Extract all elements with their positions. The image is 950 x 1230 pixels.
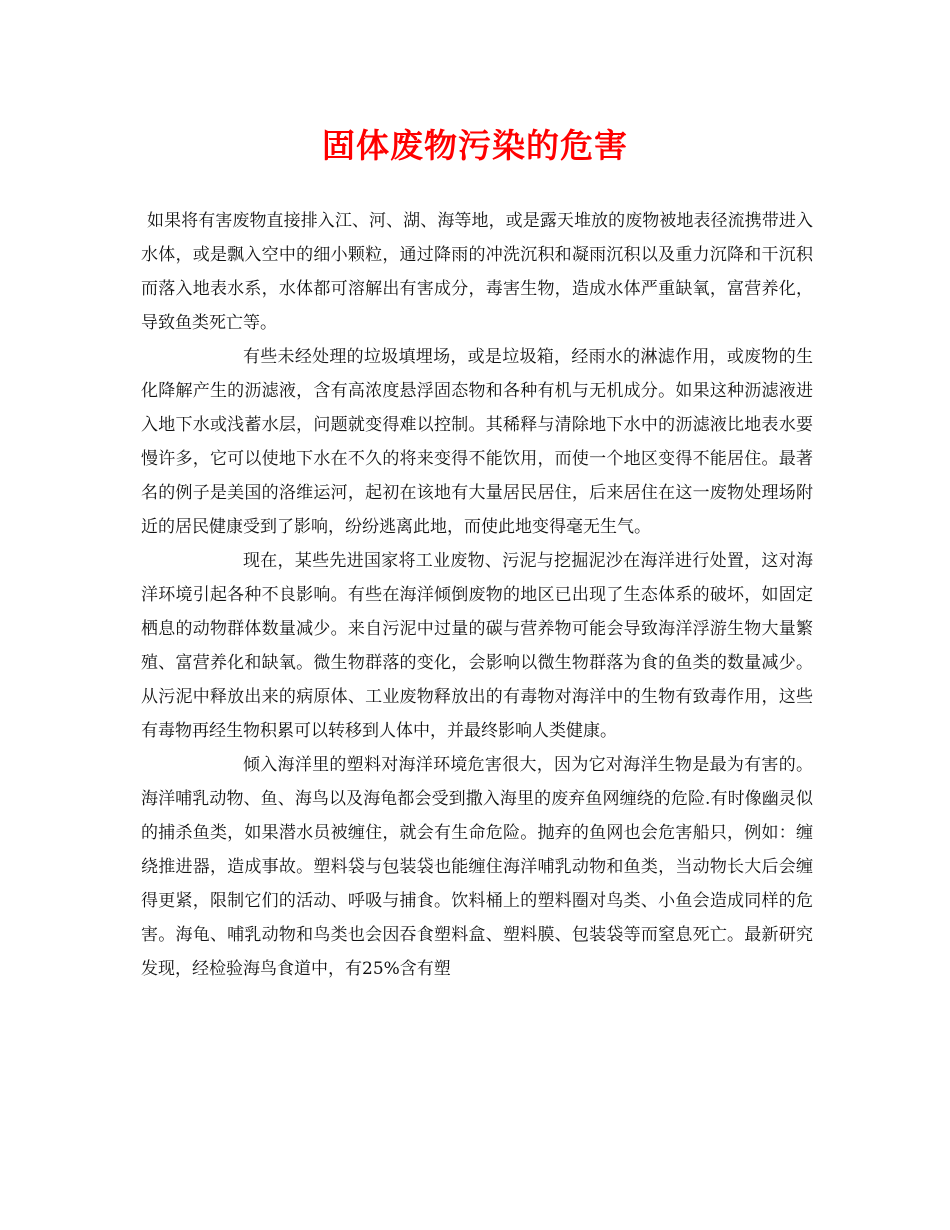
paragraph-4: 倾入海洋里的塑料对海洋环境危害很大，因为它对海洋生物是最为有害的。海洋哺乳动物、鱼、海鸟以及海龟都会受到撒入海里的废弃鱼网缠绕的危险.有时像幽灵似的捕杀鱼类，如果潜水员被缠住，就会有生命危险。抛弃的鱼网也会危害船只，例如：缠绕推进器，造成事故。塑料袋与包装袋也能缠住海洋哺乳动物和鱼类，当动物长大后会缠得更紧，限制它们的活动、呼吸与捕食。饮料桶上的塑料圈对鸟类、小鱼会造成同样的危害。海龟、哺乳动物和鸟类也会因吞食塑料盒、塑料膜、包装袋等而窒息死亡。最新研究发现，经检验海鸟食道中，有25%含有塑 <box>141 755 813 979</box>
document-body <box>141 204 813 986</box>
paragraph-2: 有些未经处理的垃圾填埋场，或是垃圾箱，经雨水的淋滤作用，或废物的生化降解产生的沥滤液，含有高浓度悬浮固态物和各种有机与无机成分。如果这种沥滤液进入地下水或浅蓄水层，问题就变得难以控制。其稀释与清除地下水中的沥滤液比地表水要慢许多，它可以使地下水在不久的将来变得不能饮用，而使一个地区变得不能居住。最著名的例子是美国的洛维运河，起初在该地有大量居民居住，后来居住在这一废物处理场附近的居民健康受到了影响，纷纷逃离此地，而使此地变得毫无生气。 <box>141 347 813 537</box>
paragraph-3: 现在，某些先进国家将工业废物、污泥与挖掘泥沙在海洋进行处置，这对海洋环境引起各种不良影响。有些在海洋倾倒废物的地区已出现了生态体系的破坏，如固定栖息的动物群体数量减少。来自污泥中过量的碳与营养物可能会导致海洋浮游生物大量繁殖、富营养化和缺氧。微生物群落的变化，会影响以微生物群落为食的鱼类的数量减少。从污泥中释放出来的病原体、工业废物释放出的有毒物对海洋中的生物有致毒作用，这些有毒物再经生物积累可以转移到人体中，并最终影响人类健康。 <box>141 551 813 741</box>
document-title: 固体废物污染的危害 <box>322 126 628 165</box>
paragraph-1: 如果将有害废物直接排入江、河、湖、海等地，或是露天堆放的废物被地表径流携带进入水体，或是飘入空中的细小颗粒，通过降雨的冲洗沉积和凝雨沉积以及重力沉降和干沉积而落入地表水系，水体都可溶解出有害成分，毒害生物，造成水体严重缺氧，富营养化，导致鱼类死亡等。 <box>141 211 813 333</box>
